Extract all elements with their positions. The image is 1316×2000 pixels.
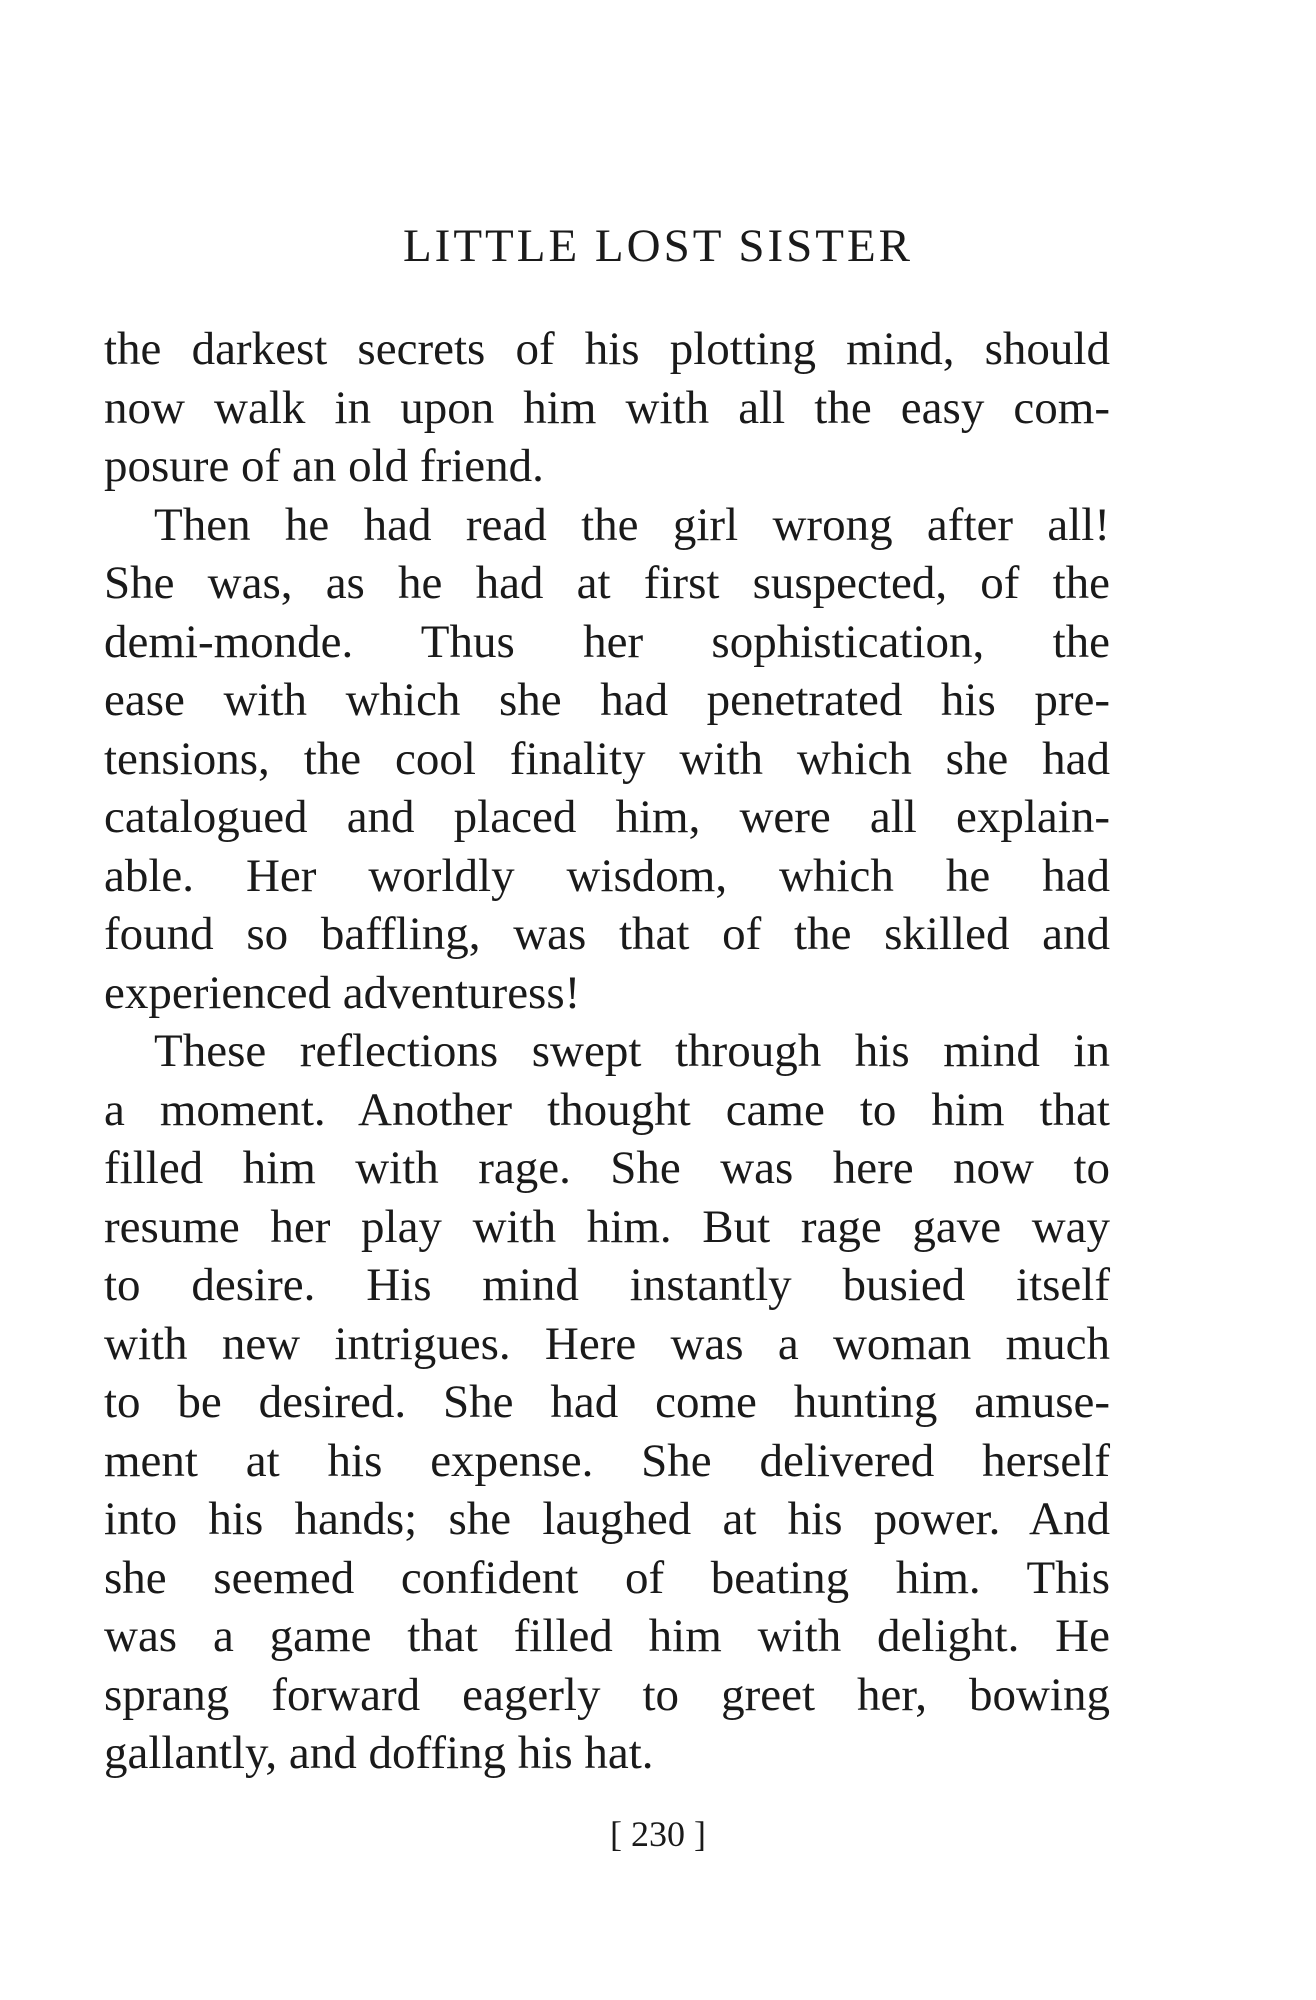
text-line: These reflections swept through his mind in xyxy=(154,1025,1110,1077)
text-line: found so baffling, was that of the skilled and xyxy=(104,908,1110,960)
text-line: into his hands; she laughed at his power. And xyxy=(104,1493,1110,1545)
text-line: with new intrigues. Here was a woman much xyxy=(104,1317,1110,1370)
text-line: resume her play with him. But rage gave way xyxy=(104,1200,1110,1253)
text-line: she seemed confident of beating him. This xyxy=(104,1551,1110,1604)
text-line: tensions, the cool finality with which she had xyxy=(104,732,1110,785)
text-line: catalogued and placed him, were all explain- xyxy=(104,791,1110,843)
text-line: demi-monde. Thus her sophistication, the xyxy=(104,615,1110,668)
text-line: to be desired. She had come hunting amuse- xyxy=(104,1376,1110,1428)
text-line: a moment. Another thought came to him that xyxy=(104,1083,1110,1136)
text-line: now walk in upon him with all the easy com- xyxy=(104,381,1110,434)
text-line: gallantly, and doffing his hat. xyxy=(104,1727,654,1779)
running-head: LITTLE LOST SISTER xyxy=(402,220,914,272)
text-line: ease with which she had penetrated his pre- xyxy=(104,674,1110,726)
text-line: Then he had read the girl wrong after all! xyxy=(154,498,1110,551)
page-number: [ 230 ] xyxy=(610,1814,706,1854)
text-line: posure of an old friend. xyxy=(104,440,544,492)
text-line: ment at his expense. She delivered herself xyxy=(104,1434,1110,1487)
body-text xyxy=(104,320,1110,1783)
text-line: experienced adventuress! xyxy=(104,966,581,1019)
text-line: the darkest secrets of his plotting mind, should xyxy=(104,323,1110,375)
text-line: was a game that filled him with delight. He xyxy=(104,1610,1110,1662)
text-line: She was, as he had at first suspected, of the xyxy=(104,557,1110,609)
text-line: able. Her worldly wisdom, which he had xyxy=(104,849,1110,902)
text-line: to desire. His mind instantly busied itself xyxy=(104,1259,1110,1311)
text-line: filled him with rage. She was here now to xyxy=(104,1142,1110,1194)
text-line: sprang forward eagerly to greet her, bowing xyxy=(104,1668,1110,1721)
